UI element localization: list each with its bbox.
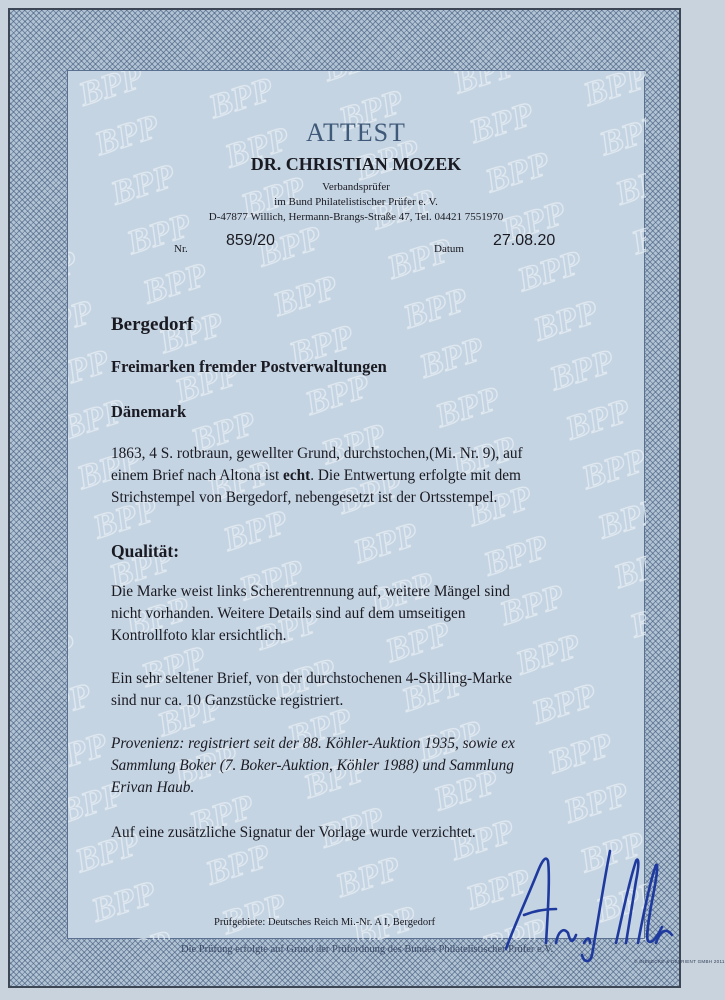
- examination-regulation: Die Prüfung erfolgte auf Grund der Prüfordnung des Bundes Philatelistischer Prüfer e.V.: [181, 944, 554, 955]
- provenance-line: Sammlung Boker (7. Boker-Auktion, Köhler 1988) und Sammlung: [111, 757, 514, 774]
- quality-paragraph-1: [111, 581, 607, 647]
- certificate-content: [68, 71, 725, 964]
- certificate-date: 27.08.20: [493, 232, 556, 249]
- certificate-number: 859/20: [226, 232, 275, 249]
- region-heading: Bergedorf: [111, 314, 194, 335]
- provenance-line: Erivan Haub.: [111, 779, 195, 796]
- quality-line: sind nur ca. 10 Ganzstücke registriert.: [111, 692, 344, 709]
- provenance-paragraph: [111, 733, 607, 799]
- number-label: Nr.: [174, 243, 188, 255]
- quality-paragraph-2: [111, 668, 607, 712]
- description-text: . Die Entwertung erfolgte mit dem: [310, 467, 521, 484]
- description-line-3: Strichstempel von Bergedorf, nebengesetzt ist der Ortsstempel.: [111, 489, 498, 506]
- description-line-1: 1863, 4 S. rotbraun, gewellter Grund, durchstochen,(Mi. Nr. 9), auf: [111, 445, 523, 462]
- signature-note: Auf eine zusätzliche Signatur der Vorlage wurde verzichtet.: [111, 824, 476, 841]
- quality-line: Ein sehr seltener Brief, von der durchstochenen 4-Skilling-Marke: [111, 670, 512, 687]
- certificate-sheet: [67, 70, 725, 964]
- description-line-2: [111, 465, 607, 487]
- description-text: einem Brief nach Altona ist: [111, 467, 284, 484]
- printer-imprint: © GIESECKE & DEVRIENT GMBH 2011: [634, 959, 725, 964]
- quality-line: nicht vorhanden. Weitere Details sind auf dem umseitigen: [111, 605, 466, 622]
- examiner-name: DR. CHRISTIAN MOZEK: [250, 154, 462, 174]
- stamp-description: [111, 443, 607, 509]
- examiner-role: Verbandsprüfer: [322, 181, 390, 193]
- date-label: Datum: [434, 243, 464, 255]
- genuine-verdict: echt: [283, 467, 311, 484]
- examination-areas: Prüfgebiete: Deutsches Reich Mi.-Nr. A I, Bergedorf: [214, 917, 436, 928]
- certificate-frame: [8, 8, 725, 988]
- examiner-address: D-47877 Willich, Hermann-Brangs-Straße 47, Tel. 04421 7551970: [208, 211, 504, 223]
- country-heading: Dänemark: [111, 402, 187, 421]
- quality-heading: Qualität:: [111, 541, 180, 561]
- provenance-line: Provenienz: registriert seit der 88. Köhler-Auktion 1935, sowie ex: [111, 735, 515, 752]
- category-heading: Freimarken fremder Postverwaltungen: [111, 357, 387, 376]
- quality-line: Kontrollfoto klar ersichtlich.: [111, 627, 287, 644]
- certificate-title: ATTEST: [306, 118, 406, 147]
- quality-line: Die Marke weist links Scherentrennung auf, weitere Mängel sind: [111, 583, 510, 600]
- examiner-association: im Bund Philatelistischer Prüfer e. V.: [274, 196, 438, 208]
